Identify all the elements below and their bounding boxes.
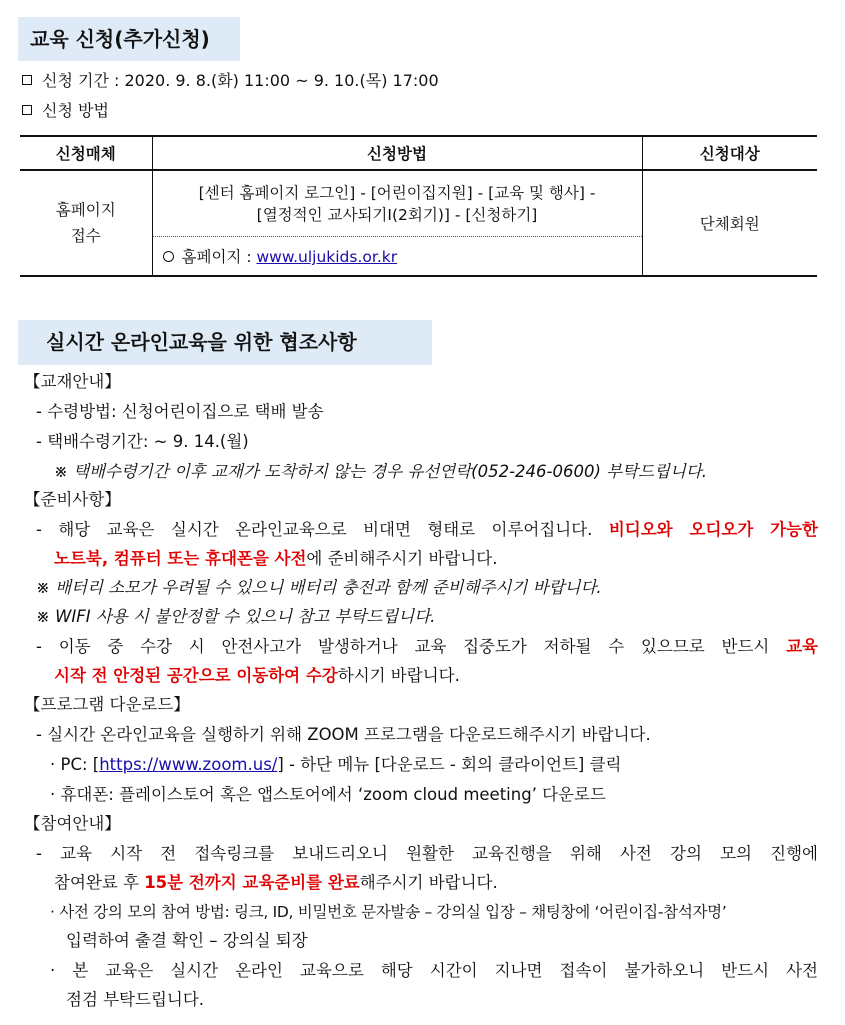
textbook-note: ※ 택배수령기간 이후 교재가 도착하지 않는 경우 유선연락(052-246-0600) 부탁드립니다. xyxy=(54,462,708,481)
prep-line2-highlight: 노트북, 컴퓨터 또는 휴대폰을 사전 xyxy=(54,549,307,568)
prep-note-wifi: ※ WIFI 사용 시 불안정할 수 있으니 참고 부탁드립니다. xyxy=(36,607,436,626)
table-cell-medium xyxy=(20,170,152,276)
prep-line1 xyxy=(36,519,818,541)
prep-line2 xyxy=(54,548,497,570)
prep-line5-text: - 이동 중 수강 시 안전사고가 발생하거나 교육 집중도가 저하될 수 있으므로 반드시 xyxy=(36,637,787,656)
textbook-heading: 【교재안내】 xyxy=(24,372,121,391)
homepage-link[interactable]: www.uljukids.or.kr xyxy=(256,248,398,266)
pc-suffix: ] - 하단 메뉴 [다운로드 - 회의 클라이언트] 클릭 xyxy=(277,755,622,774)
join-heading: 【참여안내】 xyxy=(24,814,121,833)
prep-line1-highlight: 비디오와 오디오가 가능한 xyxy=(608,520,818,539)
textbook-line2: - 택배수령기간: ~ 9. 14.(월) xyxy=(36,432,249,451)
join-line1: - 교육 시작 전 접속링크를 보내드리오니 원활한 교육진행을 위해 사전 강의 모의 진행에 xyxy=(36,844,818,863)
join-line2-highlight: 15분 전까지 교육준비를 완료 xyxy=(144,873,360,892)
method-label-text: 신청 방법 xyxy=(42,101,109,120)
table-cell-homepage xyxy=(152,237,642,277)
section-title-application: 교육 신청(추가신청) xyxy=(18,17,240,61)
application-method-label xyxy=(22,100,109,122)
prep-line6 xyxy=(54,665,460,687)
prep-line5-highlight: 교육 xyxy=(786,637,818,656)
table-header-medium: 신청매체 xyxy=(20,136,152,170)
prep-line1-text: - 해당 교육은 실시간 온라인교육으로 비대면 형태로 이루어집니다. xyxy=(36,520,609,539)
program-line-pc xyxy=(50,754,622,776)
table-cell-method-path xyxy=(152,170,642,237)
join-line4: 입력하여 출결 확인 – 강의실 퇴장 xyxy=(66,931,308,950)
zoom-download-link[interactable]: https://www.zoom.us/ xyxy=(99,755,278,774)
join-line6: 점검 부탁드립니다. xyxy=(66,990,205,1009)
table-header-method: 신청방법 xyxy=(152,136,642,170)
application-table xyxy=(20,135,817,277)
join-line2-text: 참여완료 후 xyxy=(54,873,145,892)
pc-prefix: · PC: [ xyxy=(50,755,100,774)
method-path-line1: [센터 홈페이지 로그인] - [어린이집지원] - [교육 및 행사] - xyxy=(198,183,596,202)
prep-line2-text: 에 준비해주시기 바랍니다. xyxy=(306,549,498,568)
program-line1: - 실시간 온라인교육을 실행하기 위해 ZOOM 프로그램을 다운로드해주시기 바랍니다. xyxy=(36,725,651,744)
homepage-label: 홈페이지 : xyxy=(181,248,257,266)
medium-line1: 홈페이지 xyxy=(55,201,116,219)
program-line-mobile: · 휴대폰: 플레이스토어 혹은 앱스토어에서 ‘zoom cloud meeting’ 다운로드 xyxy=(50,785,606,804)
period-text: 신청 기간 : 2020. 9. 8.(화) 11:00 ~ 9. 10.(목) 17:00 xyxy=(42,71,439,90)
circle-bullet-icon xyxy=(163,251,174,262)
textbook-line1: - 수령방법: 신청어린이집으로 택배 발송 xyxy=(36,402,324,421)
method-path-line2: [열정적인 교사되기Ⅰ(2회기)] - [신청하기] xyxy=(256,205,538,224)
table-cell-target: 단체회원 xyxy=(642,170,817,276)
join-line2-tail: 해주시기 바랍니다. xyxy=(359,873,498,892)
section-title-online-cooperation: 실시간 온라인교육을 위한 협조사항 xyxy=(18,320,432,365)
prep-line6-text: 하시기 바랍니다. xyxy=(337,666,460,685)
prep-line5 xyxy=(36,636,818,658)
join-line3: · 사전 강의 모의 참여 방법: 링크, ID, 비밀번호 문자발송 – 강의실 입장 – 채팅창에 ‘어린이집-참석자명’ xyxy=(50,903,727,921)
medium-line2: 접수 xyxy=(70,227,101,245)
checkbox-square-icon xyxy=(22,105,32,115)
application-period xyxy=(22,70,439,92)
prep-heading: 【준비사항】 xyxy=(24,490,121,509)
prep-line6-highlight: 시작 전 안정된 공간으로 이동하여 수강 xyxy=(54,666,338,685)
prep-note-battery: ※ 배터리 소모가 우려될 수 있으니 배터리 충전과 함께 준비해주시기 바랍니다. xyxy=(36,578,602,597)
checkbox-square-icon xyxy=(22,75,32,85)
join-line2 xyxy=(54,872,498,894)
program-heading: 【프로그램 다운로드】 xyxy=(24,695,190,714)
join-line5: · 본 교육은 실시간 온라인 교육으로 해당 시간이 지나면 접속이 불가하오니 반드시 사전 xyxy=(50,961,818,980)
table-header-target: 신청대상 xyxy=(642,136,817,170)
